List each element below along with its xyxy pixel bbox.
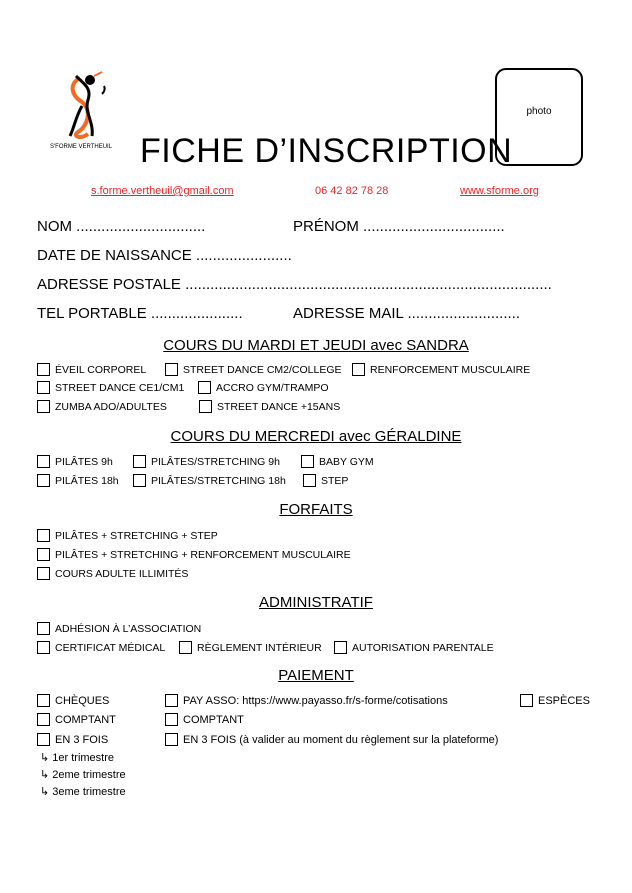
option-label: PILÂTES 9h bbox=[55, 456, 113, 468]
checkbox-icon[interactable] bbox=[37, 622, 50, 635]
checkbox-icon[interactable] bbox=[352, 363, 365, 376]
checkbox-icon[interactable] bbox=[37, 455, 50, 468]
trimestre-1 bbox=[40, 751, 114, 764]
option-label: PAY ASSO: https://www.payasso.fr/s-forme/cotisations bbox=[183, 695, 448, 707]
option-label: EN 3 FOIS (à valider au moment du règlement sur la plateforme) bbox=[183, 734, 499, 746]
checkbox-accro[interactable] bbox=[198, 381, 329, 394]
trimestre-3 bbox=[40, 785, 126, 798]
website-link[interactable]: www.sforme.org bbox=[460, 185, 539, 197]
option-label: ZUMBA ADO/ADULTES bbox=[55, 401, 167, 413]
option-label: RENFORCEMENT MUSCULAIRE bbox=[370, 364, 531, 376]
checkbox-icon[interactable] bbox=[37, 567, 50, 580]
checkbox-icon[interactable] bbox=[301, 455, 314, 468]
checkbox-cheques-3-fois[interactable] bbox=[37, 733, 108, 746]
option-label: ÉVEIL CORPOREL bbox=[55, 364, 147, 376]
arrow-icon: ↳ bbox=[40, 786, 50, 798]
option-label: COMPTANT bbox=[55, 714, 116, 726]
checkbox-reglement[interactable] bbox=[179, 641, 322, 654]
checkbox-street-15[interactable] bbox=[199, 400, 340, 413]
option-label: RÈGLEMENT INTÉRIEUR bbox=[197, 642, 322, 654]
checkbox-cheques[interactable] bbox=[37, 694, 109, 707]
logo-text: S'FORME VERTHEUIL bbox=[50, 144, 113, 150]
checkbox-icon[interactable] bbox=[133, 455, 146, 468]
checkbox-icon[interactable] bbox=[199, 400, 212, 413]
option-label: CHÈQUES bbox=[55, 695, 110, 707]
heading-mercredi: COURS DU MERCREDI avec GÉRALDINE bbox=[170, 428, 462, 445]
option-label: PILÂTES 18h bbox=[55, 475, 119, 487]
checkbox-icon[interactable] bbox=[37, 713, 50, 726]
checkbox-payasso-comptant[interactable] bbox=[165, 713, 244, 726]
arrow-icon: ↳ bbox=[40, 752, 50, 764]
checkbox-pilates-stretch-9[interactable] bbox=[133, 455, 280, 468]
option-label: STREET DANCE CM2/COLLEGE bbox=[183, 364, 342, 376]
option-label: COURS ADULTE ILLIMITÉS bbox=[55, 568, 189, 580]
prenom-field[interactable]: PRÉNOM .................................. bbox=[293, 218, 505, 235]
adresse-field[interactable]: ADRESSE POSTALE ........................................................................................ bbox=[37, 276, 552, 293]
checkbox-baby-gym[interactable] bbox=[301, 455, 374, 468]
checkbox-icon[interactable] bbox=[165, 694, 178, 707]
checkbox-street-ce1[interactable] bbox=[37, 381, 184, 394]
checkbox-icon[interactable] bbox=[334, 641, 347, 654]
option-label: STREET DANCE CE1/CM1 bbox=[55, 382, 185, 394]
checkbox-step[interactable] bbox=[303, 474, 348, 487]
trimestre-label: 1er trimestre bbox=[52, 752, 115, 764]
checkbox-icon[interactable] bbox=[198, 381, 211, 394]
checkbox-cheques-comptant[interactable] bbox=[37, 713, 116, 726]
checkbox-icon[interactable] bbox=[37, 381, 50, 394]
phone-number: 06 42 82 78 28 bbox=[315, 185, 389, 197]
option-label: BABY GYM bbox=[319, 456, 374, 468]
checkbox-icon[interactable] bbox=[37, 641, 50, 654]
logo bbox=[58, 70, 118, 142]
checkbox-especes[interactable] bbox=[520, 694, 590, 707]
checkbox-certificat[interactable] bbox=[37, 641, 165, 654]
nom-field[interactable]: NOM ............................... bbox=[37, 218, 206, 235]
checkbox-icon[interactable] bbox=[37, 363, 50, 376]
checkbox-icon[interactable] bbox=[37, 529, 50, 542]
checkbox-zumba[interactable] bbox=[37, 400, 167, 413]
checkbox-icon[interactable] bbox=[179, 641, 192, 654]
option-label: STREET DANCE +15ANS bbox=[217, 401, 341, 413]
date-naissance-field[interactable]: DATE DE NAISSANCE ....................... bbox=[37, 247, 292, 264]
dancer-logo-icon bbox=[58, 70, 118, 142]
trimestre-label: 2eme trimestre bbox=[52, 769, 126, 781]
checkbox-pilates-stretch-18[interactable] bbox=[133, 474, 286, 487]
email-link[interactable]: s.forme.vertheuil@gmail.com bbox=[91, 185, 234, 197]
checkbox-street-cm2[interactable] bbox=[165, 363, 342, 376]
heading-paiement: PAIEMENT bbox=[278, 667, 354, 684]
checkbox-icon[interactable] bbox=[165, 363, 178, 376]
checkbox-payasso[interactable] bbox=[165, 694, 448, 707]
checkbox-icon[interactable] bbox=[133, 474, 146, 487]
option-label: CERTIFICAT MÉDICAL bbox=[55, 642, 166, 654]
option-label: ADHÉSION À L’ASSOCIATION bbox=[55, 623, 202, 635]
checkbox-icon[interactable] bbox=[37, 548, 50, 561]
page-title: FICHE D’INSCRIPTION bbox=[140, 132, 513, 170]
checkbox-icon[interactable] bbox=[37, 733, 50, 746]
option-label: PILÂTES/STRETCHING 18h bbox=[151, 475, 286, 487]
trimestre-label: 3eme trimestre bbox=[52, 786, 126, 798]
option-label: ACCRO GYM/TRAMPO bbox=[216, 382, 329, 394]
checkbox-autorisation[interactable] bbox=[334, 641, 494, 654]
checkbox-forfait-illimite[interactable] bbox=[37, 567, 188, 580]
checkbox-forfait-step[interactable] bbox=[37, 529, 218, 542]
checkbox-pilates-9[interactable] bbox=[37, 455, 113, 468]
checkbox-icon[interactable] bbox=[303, 474, 316, 487]
checkbox-forfait-renfo[interactable] bbox=[37, 548, 351, 561]
option-label: PILÂTES + STRETCHING + RENFORCEMENT MUSCULAIRE bbox=[55, 549, 351, 561]
mail-field[interactable]: ADRESSE MAIL ........................... bbox=[293, 305, 520, 322]
option-label: PILÂTES/STRETCHING 9h bbox=[151, 456, 280, 468]
option-label: STEP bbox=[321, 475, 349, 487]
checkbox-pilates-18[interactable] bbox=[37, 474, 119, 487]
heading-mardi: COURS DU MARDI ET JEUDI avec SANDRA bbox=[163, 337, 469, 354]
checkbox-renforcement[interactable] bbox=[352, 363, 530, 376]
checkbox-adhesion[interactable] bbox=[37, 622, 201, 635]
option-label: AUTORISATION PARENTALE bbox=[352, 642, 494, 654]
heading-administratif: ADMINISTRATIF bbox=[259, 594, 373, 611]
checkbox-eveil[interactable] bbox=[37, 363, 146, 376]
checkbox-icon[interactable] bbox=[37, 474, 50, 487]
option-label: PILÂTES + STRETCHING + STEP bbox=[55, 530, 218, 542]
trimestre-2 bbox=[40, 768, 126, 781]
tel-field[interactable]: TEL PORTABLE ...................... bbox=[37, 305, 243, 322]
checkbox-icon[interactable] bbox=[37, 400, 50, 413]
option-label: ESPÈCES bbox=[538, 695, 590, 707]
option-label: EN 3 FOIS bbox=[55, 734, 109, 746]
photo-label: photo bbox=[526, 106, 552, 117]
checkbox-icon[interactable] bbox=[37, 694, 50, 707]
checkbox-icon[interactable] bbox=[165, 713, 178, 726]
checkbox-icon[interactable] bbox=[520, 694, 533, 707]
checkbox-payasso-3-fois[interactable] bbox=[165, 733, 498, 746]
checkbox-icon[interactable] bbox=[165, 733, 178, 746]
heading-forfaits: FORFAITS bbox=[279, 501, 353, 518]
photo-box[interactable] bbox=[495, 68, 583, 166]
arrow-icon: ↳ bbox=[40, 769, 50, 781]
option-label: COMPTANT bbox=[183, 714, 244, 726]
